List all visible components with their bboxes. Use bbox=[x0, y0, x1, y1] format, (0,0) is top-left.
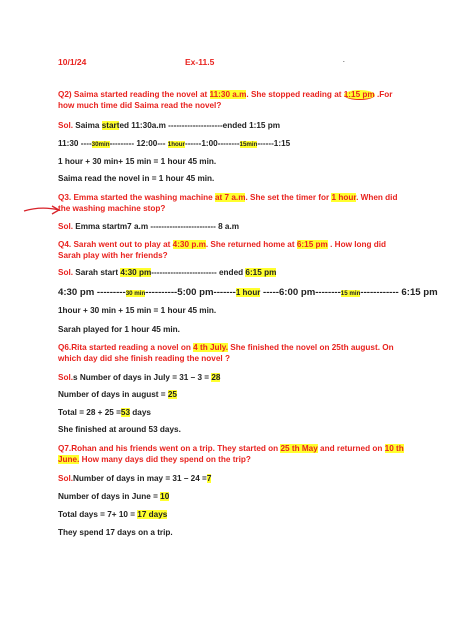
q7-june: Number of days in June = 10 bbox=[58, 492, 170, 501]
q4-timeline: 4:30 pm ---------30 min----------5:00 pm-------1 hour -----6:00 pm--------15 min------------ 6:15 pm bbox=[58, 287, 438, 298]
q7-total: Total days = 7+ 10 = 17 days bbox=[58, 510, 168, 519]
q2-answer: Saima read the novel in = 1 hour 45 min. bbox=[58, 174, 215, 183]
q6-question-line1: Q6.Rita started reading a novel on 4 th July. She finished the novel on 25th august. On bbox=[58, 343, 394, 352]
q4-solution: Sol. Sarah start 4:30 pm------------------------ ended 6:15 pm bbox=[58, 268, 277, 277]
q4-question-line2: Sarah play with her friends? bbox=[58, 251, 168, 260]
q2-solution: Sol. Saima started 11:30a.m --------------------ended 1:15 pm bbox=[58, 121, 281, 130]
q6-answer: She finished at around 53 days. bbox=[58, 425, 181, 434]
date-label: 10/1/24 bbox=[58, 57, 87, 67]
arrow-annotation bbox=[22, 203, 62, 217]
q2-timeline: 11:30 ----30min--------- 12:00--- 1hour------1:00--------15min------1:15 bbox=[58, 139, 291, 148]
q4-answer: Sarah played for 1 hour 45 min. bbox=[58, 325, 180, 334]
circled-time: 1:15 pm bbox=[343, 90, 375, 99]
q6-total: Total = 28 + 25 =53 days bbox=[58, 408, 151, 417]
q2-question-line1: Q2) Saima started reading the novel at 11:30 a.m. She stopped reading at 1:15 pm .For bbox=[58, 90, 393, 99]
q2-sum: 1 hour + 30 min+ 15 min = 1 hour 45 min. bbox=[58, 157, 217, 166]
q3-solution: Sol. Emma startm7 a.m ------------------------ 8 a.m bbox=[58, 222, 240, 231]
q7-question-line1: Q7.Rohan and his friends went on a trip. They started on 25 th May and returned on 10 th bbox=[58, 444, 404, 453]
q7-solution: Sol.Number of days in may = 31 – 24 =7 bbox=[58, 474, 212, 483]
q3-question-line1: Q3. Emma started the washing machine at 7 a.m. She set the timer for 1 hour. When did bbox=[58, 193, 398, 202]
q4-question-line1: Q4. Sarah went out to play at 4:30 p.m. She returned home at 6:15 pm . How long did bbox=[58, 240, 387, 249]
q2-question-line2: how much time did Saima read the novel? bbox=[58, 101, 222, 110]
q6-august: Number of days in august = 25 bbox=[58, 390, 177, 399]
q6-solution: Sol.s Number of days in July = 31 – 3 = 28 bbox=[58, 373, 221, 382]
q7-answer: They spend 17 days on a trip. bbox=[58, 528, 173, 537]
q7-question-line2: June. How many days did they spend on the trip? bbox=[58, 455, 251, 464]
q4-sum: 1hour + 30 min + 15 min = 1 hour 45 min. bbox=[58, 306, 217, 315]
q3-question-line2: the washing machine stop? bbox=[58, 204, 166, 213]
stray-mark: . bbox=[343, 58, 345, 64]
exercise-label: Ex-11.5 bbox=[185, 57, 215, 67]
q6-question-line2: which day did she finish reading the novel ? bbox=[58, 354, 230, 363]
